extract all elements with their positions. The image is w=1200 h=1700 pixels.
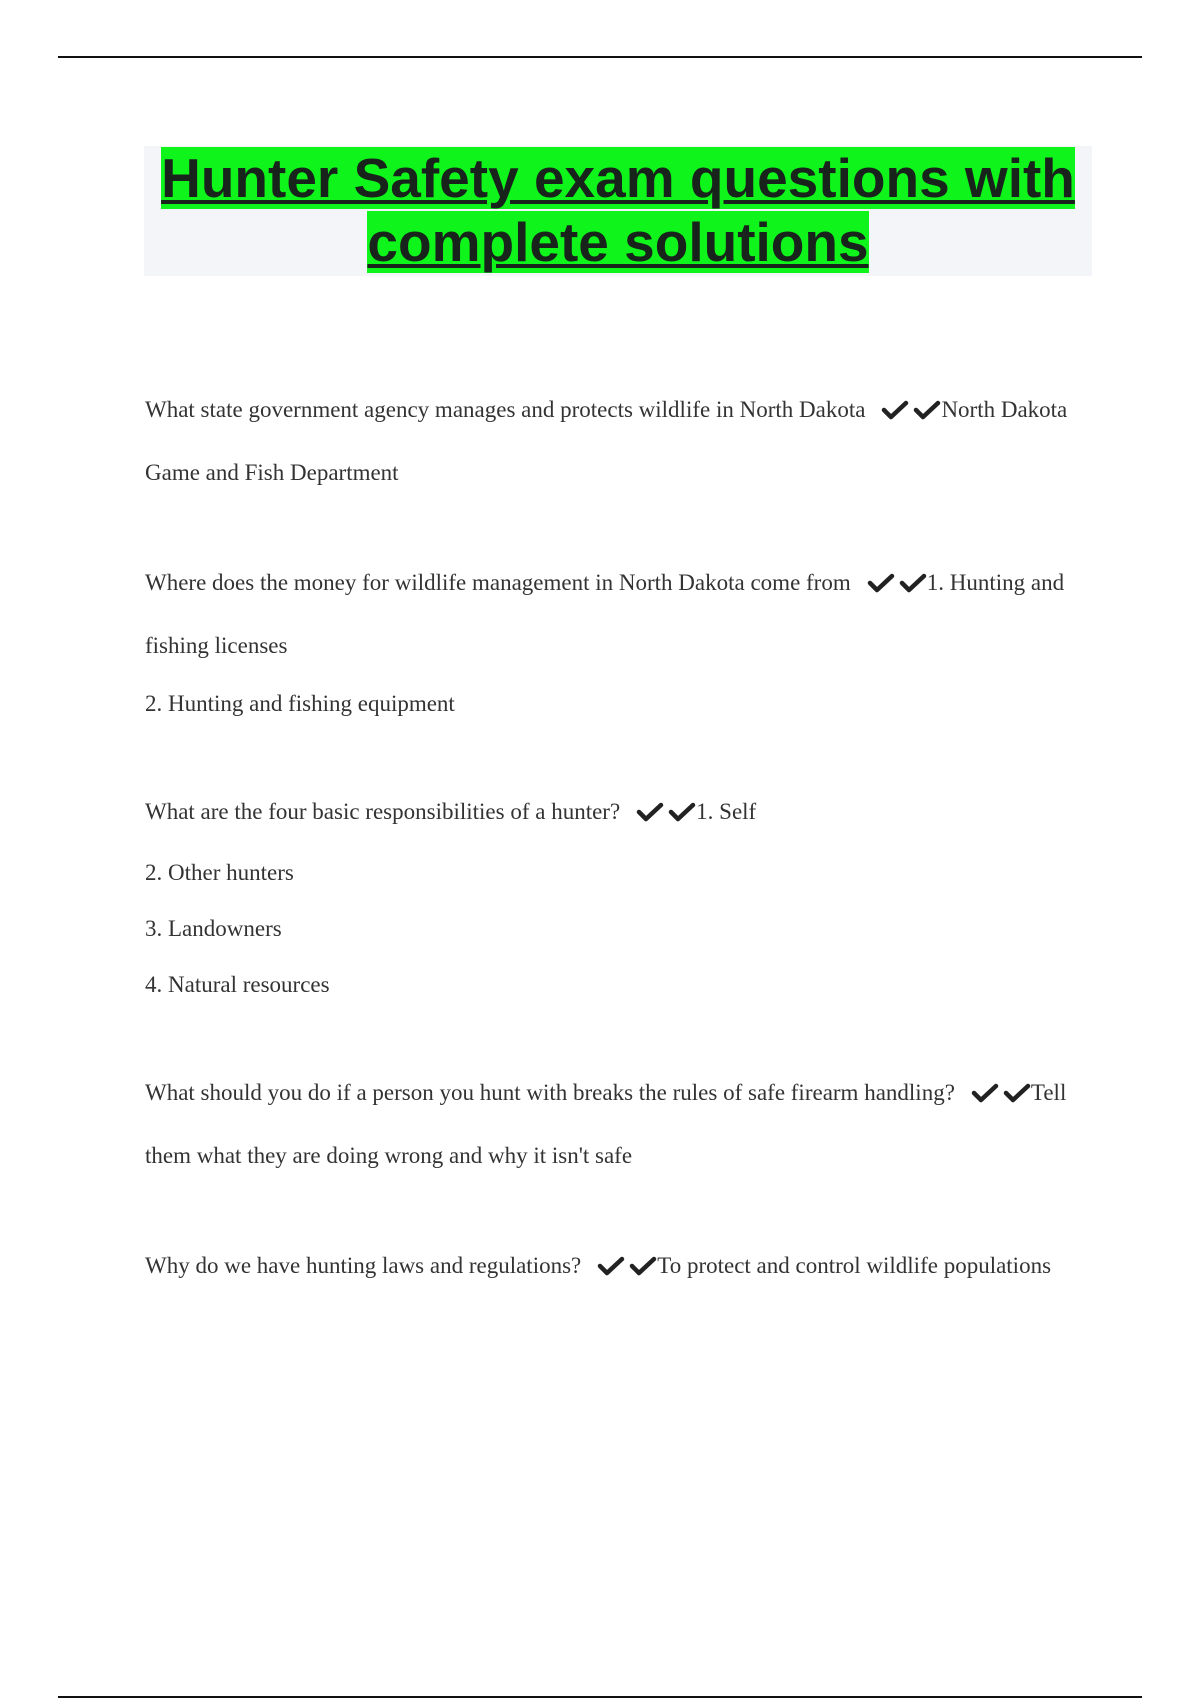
qa-item xyxy=(145,1063,1085,1186)
question-line xyxy=(145,1236,1085,1299)
qa-item xyxy=(145,1236,1085,1299)
double-check-icon xyxy=(863,556,927,616)
question-line xyxy=(145,380,1085,503)
document-title xyxy=(144,146,1092,274)
question-line xyxy=(145,1063,1085,1186)
qa-item xyxy=(145,553,1085,732)
answer-text: Tell them what they are doing wrong and why it isn't safe xyxy=(145,1080,1067,1168)
answer-line: 2. Hunting and fishing equipment xyxy=(145,691,455,716)
answer-text: 1. Self xyxy=(696,799,757,824)
double-check-icon xyxy=(967,1066,1031,1126)
answer-line: 4. Natural resources xyxy=(145,972,330,997)
qa-item xyxy=(145,380,1085,503)
question-text: Why do we have hunting laws and regulations? xyxy=(145,1253,582,1278)
question-line xyxy=(145,553,1085,676)
title-line-1: Hunter Safety exam questions with xyxy=(161,147,1075,209)
double-check-icon xyxy=(877,383,941,443)
question-text: What are the four basic responsibilities of a hunter? xyxy=(145,799,621,824)
question-text: Where does the money for wildlife management in North Dakota come from xyxy=(145,570,851,595)
qa-list xyxy=(145,380,1085,1349)
question-text: What state government agency manages and protects wildlife in North Dakota xyxy=(145,397,866,422)
qa-item xyxy=(145,782,1085,1013)
title-line-2: complete solutions xyxy=(367,211,869,273)
double-check-icon xyxy=(632,785,696,845)
answer-text: 1. Hunting and fishing licenses xyxy=(145,570,1065,658)
answer-line: 3. Landowners xyxy=(145,916,282,941)
double-check-icon xyxy=(593,1239,657,1299)
question-text: What should you do if a person you hunt with breaks the rules of safe firearm handling? xyxy=(145,1080,955,1105)
top-rule xyxy=(58,56,1142,58)
answer-text: To protect and control wildlife populations xyxy=(657,1253,1052,1278)
bottom-rule xyxy=(58,1696,1142,1698)
question-line xyxy=(145,782,1085,845)
title-block xyxy=(144,146,1092,276)
answer-text: North Dakota Game and Fish Department xyxy=(145,397,1068,485)
answer-line: 2. Other hunters xyxy=(145,860,294,885)
